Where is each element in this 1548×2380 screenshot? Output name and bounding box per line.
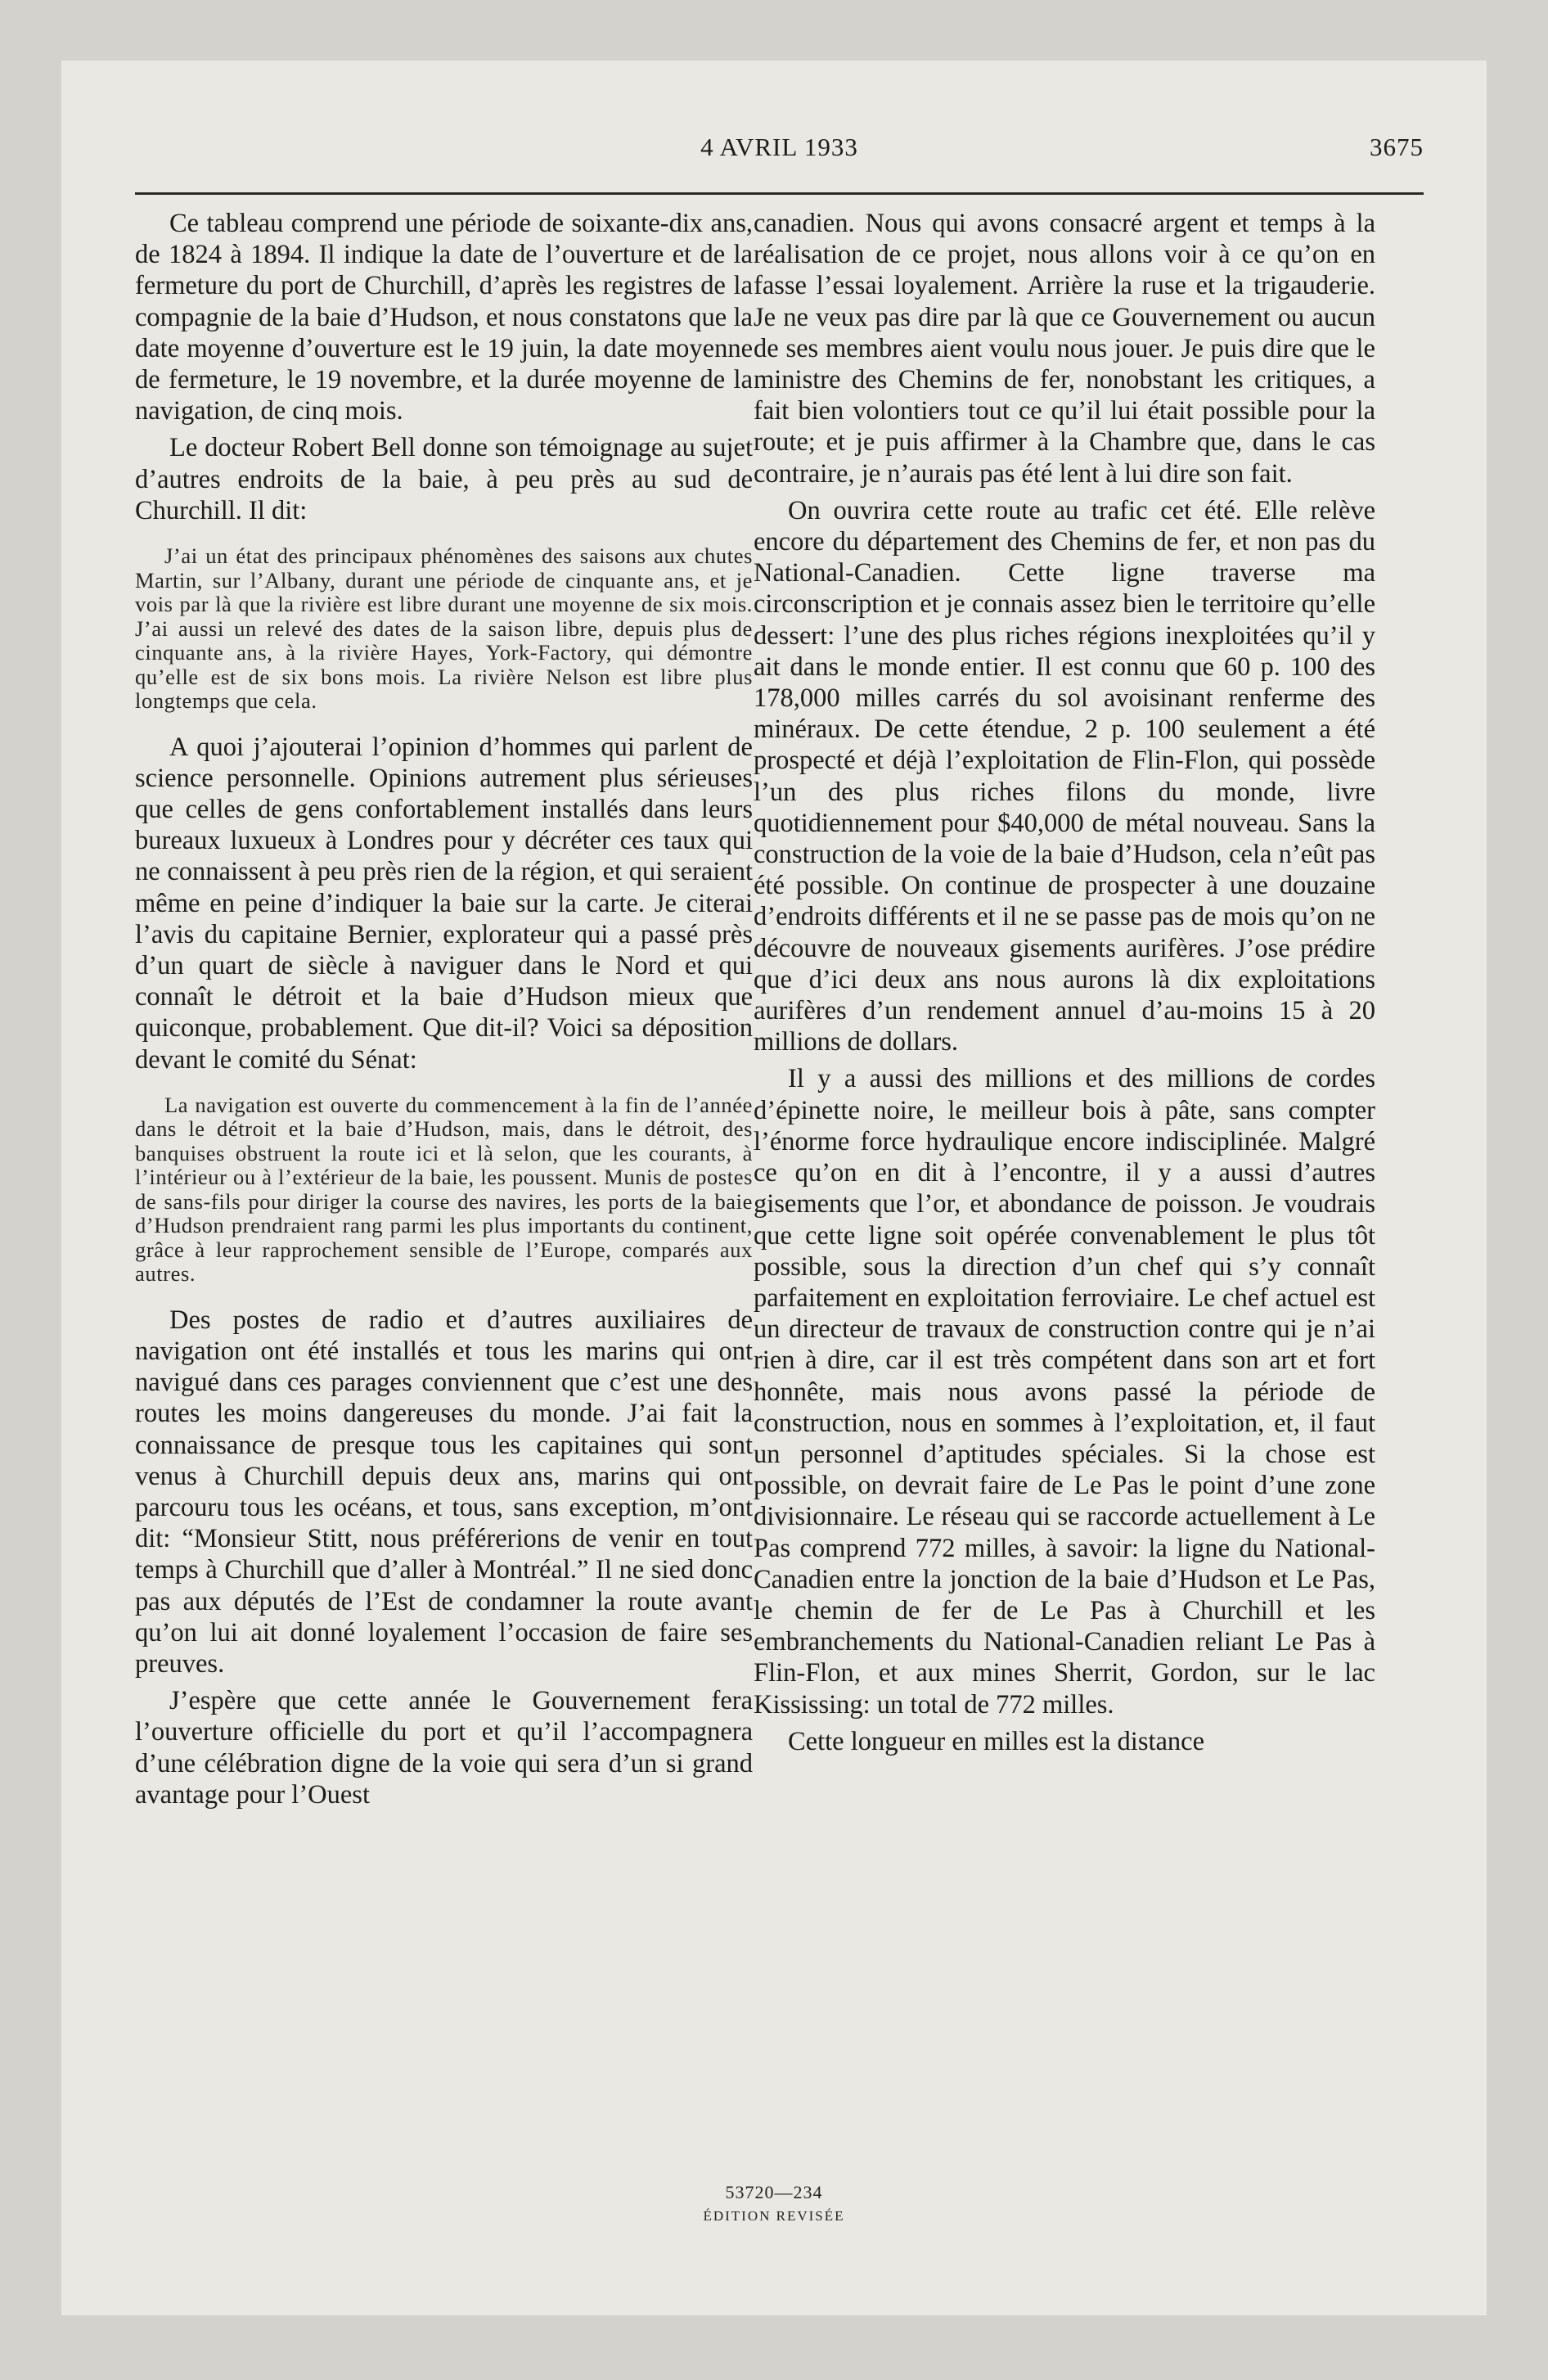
paragraph: A quoi j’ajouterai l’opinion d’hommes qui parlent de science personnelle. Opinions autrement plus sérieuses que celles de gens confortablement installés dans leurs bureaux luxueux à Londres pour y décréter ces taux qui ne connaissent à peu près rien de la région, et qui seraient même en peine d’indiquer la baie sur la carte. Je citerai l’avis du capitaine Bernier, explorateur qui a passé près d’un quart de siècle à naviguer dans le Nord et qui connaît le détroit et la baie d’Hudson mieux que quiconque, probablement. Que dit-il? Voici sa déposition devant le comité du Sénat:	[135, 732, 753, 1075]
right-column	[754, 208, 1375, 1763]
paragraph: Cette longueur en milles est la distance	[788, 1726, 1205, 1756]
header-date: 4 AVRIL 1933	[700, 133, 858, 161]
paragraph: Ce tableau comprend une période de soixante-dix ans, de 1824 à 1894. Il indique la date de l’ouverture et de la fermeture du port de Churchill, d’après les registres de la compagnie de la baie d’Hudson, et nous constatons que la date moyenne d’ouverture est le 19 juin, la date moyenne de fermeture, le 19 novembre, et la durée moyenne de la navigation, de cinq mois.	[135, 209, 753, 426]
paragraph: Le docteur Robert Bell donne son témoignage au sujet d’autres endroits de la baie, à peu près au sud de Churchill. Il dit:	[135, 433, 753, 525]
left-column	[135, 208, 753, 1816]
paragraph: On ouvrira cette route au trafic cet été. Elle relève encore du département des Chemins de fer, et non pas du National-Canadien. Cette ligne traverse ma circonscription et je connais assez bien le territoire qu’elle dessert: l’une des plus riches régions inexploitées qu’il y ait dans le monde entier. Il est connu que 60 p. 100 des 178,000 milles carrés du sol avoisinant renferme des minéraux. De cette étendue, 2 p. 100 seulement a été prospecté et déjà l’exploitation de Flin-Flon, qui possède l’un des plus riches filons du monde, livre quotidiennement pour $40,000 de métal nouveau. Sans la construction de la voie de la baie d’Hudson, cela n’eût pas été possible. On continue de prospecter à une douzaine d’endroits différents et il ne se passe pas de mois qu’on ne découvre de nouveaux gisements aurifères. J’ose prédire que d’ici deux ans nous aurons là dix exploitations aurifères d’un rendement annuel d’au-moins 15 à 20 millions de dollars.	[754, 495, 1375, 1057]
document-page	[61, 61, 1487, 2315]
footer-edition: ÉDITION REVISÉE	[703, 2208, 845, 2224]
quotation-block: J’ai un état des principaux phénomènes des saisons aux chutes Martin, sur l’Albany, durant une période de cinquante ans, et je vois par là que la rivière est libre durant une moyenne de six mois. J’ai aussi un relevé des dates de la saison libre, depuis plus de cinquante ans, à la rivière Hayes, York-Factory, qui démontre qu’elle est de six bons mois. La rivière Nelson est libre plus longtemps que cela.	[135, 543, 753, 714]
header-page-number: 3675	[1370, 133, 1424, 161]
header-rule	[135, 192, 1424, 195]
paragraph: J’espère que cette année le Gouvernement fera l’ouverture officielle du port et qu’il l’accompagnera d’une célébration digne de la voie qui sera d’un si grand avantage pour l’Ouest	[135, 1686, 753, 1810]
paragraph: Des postes de radio et d’autres auxiliaires de navigation ont été installés et tous les marins qui ont navigué dans ces parages conviennent que c’est une des routes les moins dangereuses du monde. J’ai fait la connaissance de presque tous les capitaines qui sont venus à Churchill depuis deux ans, marins qui ont parcouru tous les océans, et tous, sans exception, m’ont dit: “Monsieur Stitt, nous préférerions de venir en tout temps à Churchill que d’aller à Montréal.” Il ne sied donc pas aux députés de l’Est de condamner la route avant qu’on lui ait donné loyalement l’occasion de faire ses preuves.	[135, 1305, 753, 1679]
footer-code: 53720—234	[725, 2182, 823, 2202]
paragraph: canadien. Nous qui avons consacré argent et temps à la réalisation de ce projet, nous allons voir à ce qu’on en fasse l’essai loyalement. Arrière la ruse et la trigauderie. Je ne veux pas dire par là que ce Gouvernement ou aucun de ses membres aient voulu nous jouer. Je puis dire que le ministre des Chemins de fer, nonobstant les critiques, a fait bien volontiers tout ce qu’il lui était possible pour la route; et je puis affirmer à la Chambre que, dans le cas contraire, je n’aurais pas été lent à lui dire son fait.	[754, 209, 1375, 489]
quotation-block: La navigation est ouverte du commencement à la fin de l’année dans le détroit et la baie d’Hudson, mais, dans le détroit, des banquises obstruent la route ici et là selon, que les courants, à l’intérieur ou à l’extérieur de la baie, les poussent. Munis de postes de sans-fils pour diriger la course des navires, les ports de la baie d’Hudson prendraient rang parmi les plus importants du continent, grâce à leur rapprochement sensible de l’Europe, comparés aux autres.	[135, 1092, 753, 1287]
paragraph: Il y a aussi des millions et des millions de cordes d’épinette noire, le meilleur bois à pâte, sans compter l’énorme force hydraulique encore indisciplinée. Malgré ce qu’on en dit à l’encontre, il y a aussi d’autres gisements que l’or, et abondance de poisson. Je voudrais que cette ligne soit opérée convenablement le plus tôt possible, sous la direction d’un chef qui s’y connaît parfaitement en exploitation ferroviaire. Le chef actuel est un directeur de travaux de construction contre qui je n’ai rien à dire, car il est très compétent dans son art et fort honnête, mais nous avons passé la période de construction, nous en sommes à l’exploitation, et, il faut un personnel d’aptitudes spéciales. Si la chose est possible, on devrait faire de Le Pas le point d’une zone divisionnaire. Le réseau qui se raccorde actuellement à Le Pas comprend 772 milles, à savoir: la ligne du National-Canadien entre la jonction de la baie d’Hudson et Le Pas, le chemin de fer de Le Pas à Churchill et les embranchements du National-Canadien reliant Le Pas à Flin-Flon, et aux mines Sherrit, Gordon, sur le lac Kississing: un total de 772 milles.	[754, 1064, 1375, 1720]
page-header	[135, 133, 1424, 172]
